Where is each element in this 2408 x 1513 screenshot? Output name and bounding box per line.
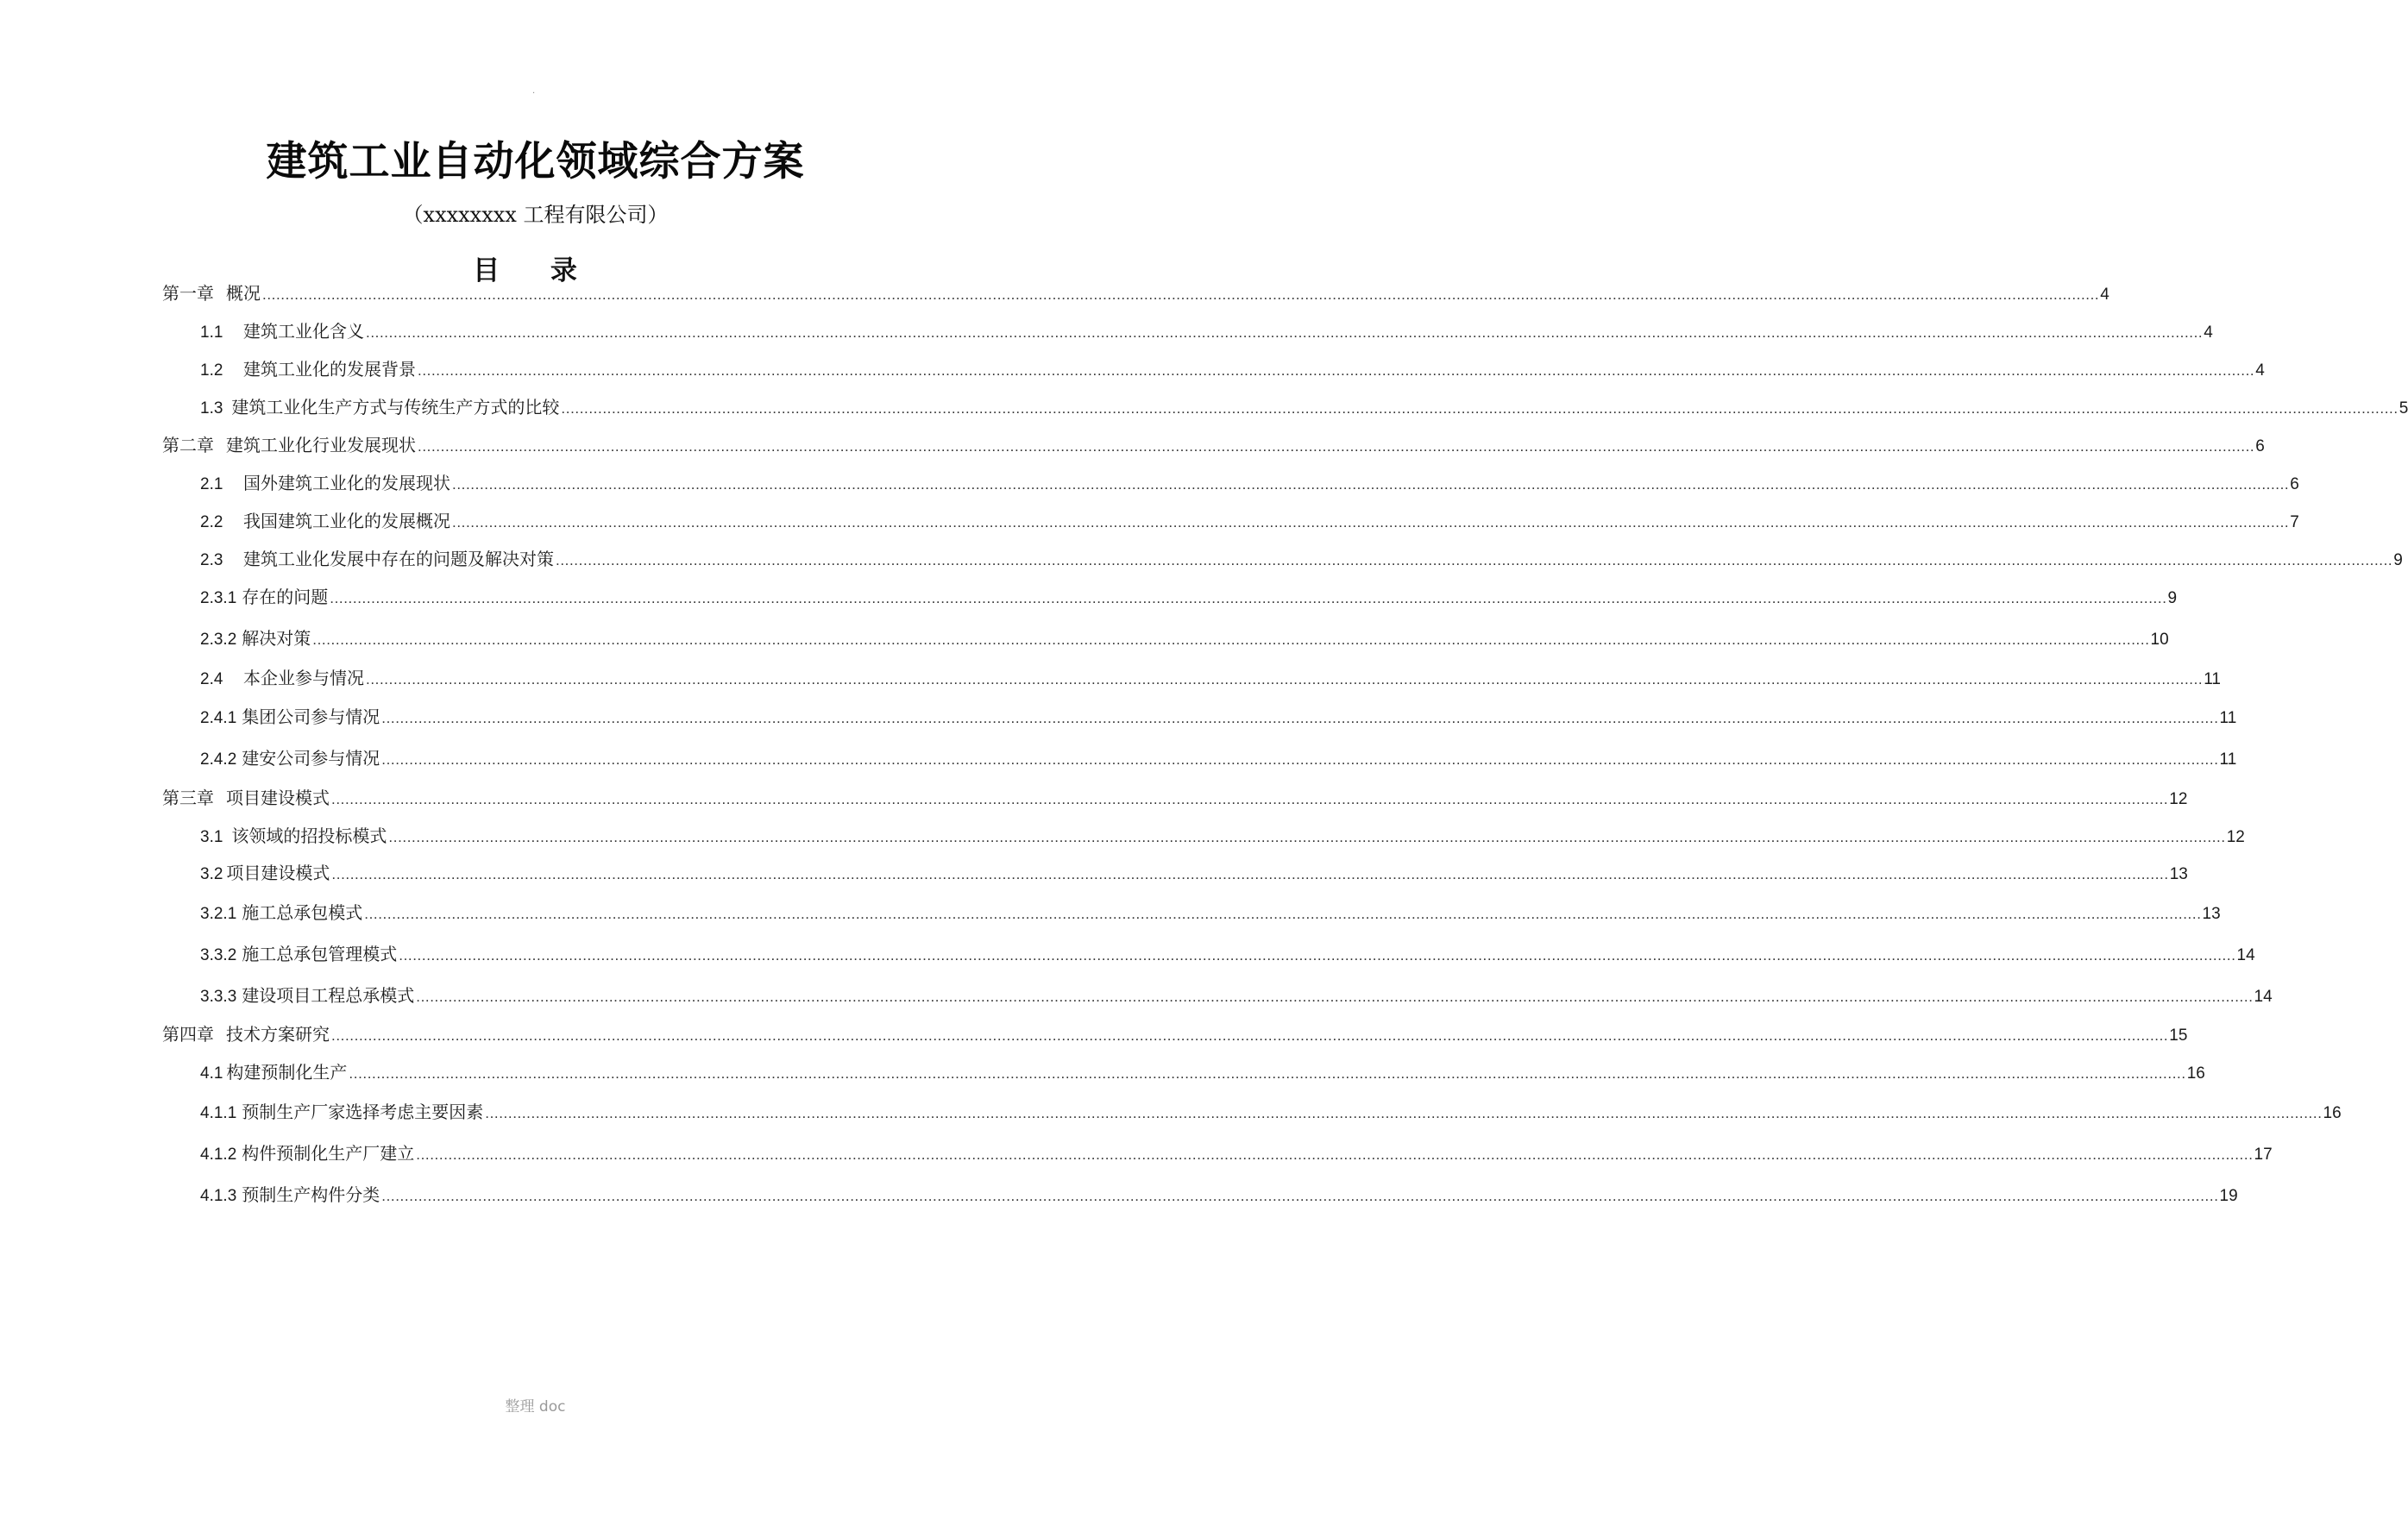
toc-entry-4-1-1[interactable]	[200, 1100, 2342, 1126]
toc-entry-number: 3.3.2	[200, 946, 237, 964]
toc-dot-leader: ................................................................................................................................................................................................................................................................................................................................................................................................................	[366, 671, 2204, 687]
toc-dot-leader: ................................................................................................................................................................................................................................................................................................................................................................................................................	[381, 710, 2219, 726]
toc-entry-title: 集团公司参与情况	[242, 706, 380, 727]
toc-entry-title: 技术方案研究	[226, 1024, 330, 1045]
toc-entry-2-3[interactable]	[200, 547, 2403, 573]
toc-entry-1-3[interactable]	[200, 395, 2408, 421]
toc-entry-title: 建筑工业化生产方式与传统生产方式的比较	[231, 397, 560, 417]
toc-entry-number: 2.2	[200, 513, 223, 531]
toc-entry-title: 建筑工业化含义	[243, 321, 364, 342]
toc-entry-2-1[interactable]	[200, 471, 2299, 497]
toc-entry-4-1-3[interactable]	[200, 1183, 2238, 1209]
toc-entry-number: 1.2	[200, 361, 223, 380]
toc-entry-number: 2.3.2	[200, 631, 237, 649]
toc-entry-title: 我国建筑工业化的发展概况	[243, 511, 450, 531]
toc-dot-leader: ................................................................................................................................................................................................................................................................................................................................................................................................................	[556, 552, 2393, 568]
toc-dot-leader: ................................................................................................................................................................................................................................................................................................................................................................................................................	[312, 631, 2150, 648]
toc-entry-title: 概况	[226, 283, 261, 304]
toc-entry-page: 14	[2236, 946, 2255, 964]
toc-entry-number: 3.3.3	[200, 988, 237, 1006]
toc-entry-page: 4	[2204, 323, 2213, 342]
toc-entry-page: 7	[2290, 513, 2299, 531]
toc-entry-page: 11	[2219, 709, 2237, 727]
toc-dot-leader: ................................................................................................................................................................................................................................................................................................................................................................................................................	[399, 947, 2236, 964]
toc-dot-leader: ................................................................................................................................................................................................................................................................................................................................................................................................................	[364, 906, 2202, 922]
toc-dot-leader: ................................................................................................................................................................................................................................................................................................................................................................................................................	[418, 362, 2255, 379]
toc-entry-page: 11	[2219, 750, 2237, 769]
toc-entry-title: 建安公司参与情况	[242, 748, 380, 769]
toc-entry-title: 国外建筑工业化的发展现状	[243, 473, 450, 493]
toc-entry-page: 14	[2254, 988, 2273, 1006]
toc-entry-title: 项目建设模式	[226, 863, 330, 883]
toc-entry-page: 13	[2169, 865, 2188, 883]
toc-entry-title: 建筑工业化的发展背景	[243, 359, 416, 380]
toc-entry-chapter-4[interactable]	[162, 1022, 2188, 1048]
toc-entry-title: 本企业参与情况	[243, 668, 364, 688]
toc-entry-page: 19	[2219, 1187, 2238, 1205]
toc-entry-number: 1.1	[200, 323, 223, 342]
toc-dot-leader: ................................................................................................................................................................................................................................................................................................................................................................................................................	[452, 476, 2290, 493]
toc-dot-leader: ................................................................................................................................................................................................................................................................................................................................................................................................................	[388, 829, 2226, 845]
toc-entry-page: 12	[2226, 828, 2245, 846]
toc-entry-title: 建筑工业化行业发展现状	[226, 435, 416, 455]
toc-entry-title: 预制生产厂家选择考虑主要因素	[242, 1102, 484, 1122]
toc-entry-number: 3.2.1	[200, 905, 237, 923]
toc-dot-leader: ................................................................................................................................................................................................................................................................................................................................................................................................................	[561, 400, 2399, 417]
toc-entry-page: 13	[2202, 905, 2221, 923]
toc-entry-page: 6	[2290, 475, 2299, 493]
toc-entry-number: 3.1	[200, 828, 223, 846]
toc-entry-title: 存在的问题	[242, 587, 329, 607]
toc-entry-page: 4	[2255, 361, 2265, 380]
toc-entry-number: 2.4.2	[200, 750, 237, 769]
toc-entry-number: 4.1.1	[200, 1104, 237, 1122]
toc-entry-3-3-3[interactable]	[200, 983, 2273, 1009]
toc-entry-2-4[interactable]	[200, 666, 2221, 692]
toc-heading: 目 录	[473, 255, 598, 286]
toc-entry-2-2[interactable]	[200, 509, 2299, 535]
toc-entry-chapter-3[interactable]	[162, 786, 2188, 812]
page-footer: 整理 doc	[505, 1398, 566, 1416]
toc-dot-leader: ................................................................................................................................................................................................................................................................................................................................................................................................................	[262, 286, 2100, 303]
toc-entry-3-2[interactable]	[200, 861, 2188, 887]
toc-entry-title: 建设项目工程总承模式	[242, 985, 415, 1006]
toc-entry-number: 第三章	[162, 788, 214, 808]
toc-dot-leader: ................................................................................................................................................................................................................................................................................................................................................................................................................	[330, 590, 2167, 606]
toc-entry-title: 该领域的招投标模式	[231, 826, 387, 846]
toc-entry-page: 16	[2323, 1104, 2342, 1122]
toc-entry-page: 16	[2186, 1064, 2205, 1083]
toc-dot-leader: ................................................................................................................................................................................................................................................................................................................................................................................................................	[416, 1146, 2254, 1163]
toc-entry-title: 构件预制化生产厂建立	[242, 1143, 415, 1164]
toc-entry-number: 4.1.2	[200, 1146, 237, 1164]
toc-entry-title: 施工总承包管理模式	[242, 944, 398, 964]
toc-entry-page: 5	[2399, 399, 2408, 417]
toc-dot-leader: ................................................................................................................................................................................................................................................................................................................................................................................................................	[381, 751, 2219, 768]
toc-entry-number: 2.1	[200, 475, 223, 493]
toc-dot-leader: ................................................................................................................................................................................................................................................................................................................................................................................................................	[349, 1065, 2186, 1082]
toc-entry-4-1[interactable]	[200, 1060, 2205, 1086]
toc-entry-page: 10	[2150, 631, 2169, 649]
toc-dot-leader: ................................................................................................................................................................................................................................................................................................................................................................................................................	[331, 866, 2169, 882]
toc-entry-number: 2.4	[200, 670, 223, 688]
toc-entry-title: 构建预制化生产	[226, 1062, 348, 1083]
toc-entry-number: 4.1.3	[200, 1187, 237, 1205]
toc-dot-leader: ................................................................................................................................................................................................................................................................................................................................................................................................................	[331, 791, 2169, 807]
toc-entry-3-3-2[interactable]	[200, 942, 2255, 968]
toc-entry-page: 12	[2169, 790, 2188, 808]
toc-entry-1-2[interactable]	[200, 357, 2265, 383]
toc-entry-1-1[interactable]	[200, 319, 2213, 345]
toc-entry-4-1-2[interactable]	[200, 1141, 2273, 1167]
toc-entry-title: 施工总承包模式	[242, 902, 363, 923]
toc-dot-leader: ................................................................................................................................................................................................................................................................................................................................................................................................................	[331, 1027, 2169, 1044]
toc-dot-leader: ................................................................................................................................................................................................................................................................................................................................................................................................................	[381, 1188, 2219, 1204]
toc-entry-2-4-1[interactable]	[200, 705, 2237, 731]
toc-entry-3-2-1[interactable]	[200, 901, 2221, 926]
toc-entry-number: 2.3.1	[200, 589, 237, 607]
toc-entry-2-3-1[interactable]	[200, 585, 2178, 611]
toc-entry-2-3-2[interactable]	[200, 626, 2169, 652]
document-title: 建筑工业自动化领域综合方案	[266, 138, 805, 185]
toc-entry-page: 6	[2255, 437, 2265, 455]
toc-dot-leader: ................................................................................................................................................................................................................................................................................................................................................................................................................	[418, 438, 2255, 455]
toc-dot-leader: ................................................................................................................................................................................................................................................................................................................................................................................................................	[366, 324, 2204, 341]
toc-entry-page: 4	[2100, 286, 2109, 304]
toc-entry-page: 9	[2167, 589, 2178, 607]
toc-entry-2-4-2[interactable]	[200, 746, 2237, 772]
toc-dot-leader: ................................................................................................................................................................................................................................................................................................................................................................................................................	[416, 989, 2254, 1005]
toc-entry-page: 11	[2204, 670, 2221, 688]
toc-entry-number: 1.3	[200, 399, 223, 417]
toc-entry-title: 解决对策	[242, 628, 311, 649]
toc-entry-number: 2.4.1	[200, 709, 237, 727]
toc-entry-page: 17	[2254, 1146, 2273, 1164]
toc-entry-number: 第四章	[162, 1024, 214, 1045]
toc-entry-number: 第二章	[162, 435, 214, 455]
toc-dot-leader: ................................................................................................................................................................................................................................................................................................................................................................................................................	[452, 514, 2290, 530]
toc-entry-title: 项目建设模式	[226, 788, 330, 808]
toc-entry-page: 15	[2169, 1026, 2188, 1045]
toc-dot-leader: ................................................................................................................................................................................................................................................................................................................................................................................................................	[485, 1105, 2323, 1121]
toc-entry-chapter-2[interactable]	[162, 433, 2265, 459]
toc-entry-number: 4.1	[200, 1064, 223, 1083]
toc-entry-chapter-1[interactable]	[162, 281, 2109, 307]
toc-entry-number: 2.3	[200, 551, 223, 569]
toc-entry-3-1[interactable]	[200, 824, 2245, 850]
toc-entry-title: 建筑工业化发展中存在的问题及解决对策	[243, 549, 554, 569]
toc-entry-title: 预制生产构件分类	[242, 1184, 380, 1205]
toc-entry-page: 9	[2393, 551, 2403, 569]
toc-entry-number: 第一章	[162, 283, 214, 304]
document-subtitle: （xxxxxxxx 工程有限公司）	[402, 203, 669, 227]
header-marker: ·	[532, 89, 536, 98]
toc-entry-number: 3.2	[200, 865, 223, 883]
